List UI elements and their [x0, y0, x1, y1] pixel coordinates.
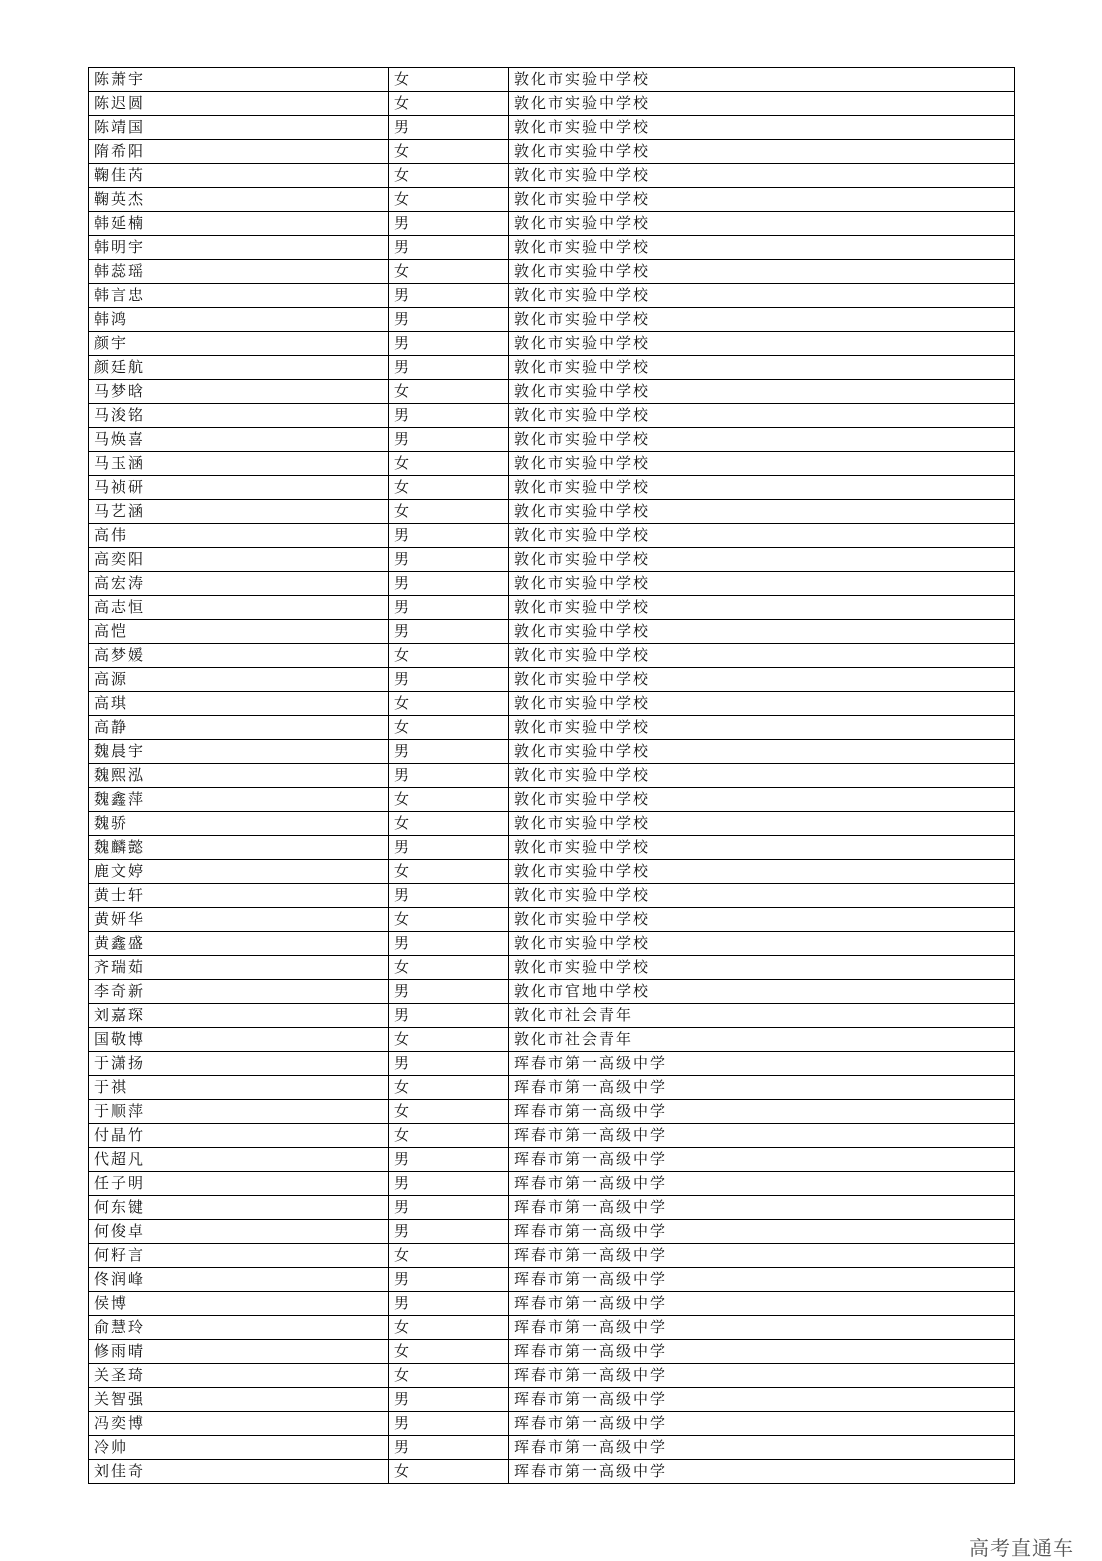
- name-cell: 冷帅: [89, 1436, 389, 1460]
- gender-cell: 女: [389, 1364, 509, 1388]
- school-cell: 敦化市实验中学校: [509, 956, 1015, 980]
- gender-cell: 女: [389, 1124, 509, 1148]
- school-cell: 敦化市实验中学校: [509, 308, 1015, 332]
- name-cell: 李奇新: [89, 980, 389, 1004]
- name-cell: 佟润峰: [89, 1268, 389, 1292]
- school-cell: 敦化市实验中学校: [509, 428, 1015, 452]
- name-cell: 付晶竹: [89, 1124, 389, 1148]
- school-cell: 敦化市实验中学校: [509, 764, 1015, 788]
- school-cell: 珲春市第一高级中学: [509, 1148, 1015, 1172]
- table-row: [89, 356, 1015, 380]
- table-row: [89, 1412, 1015, 1436]
- name-cell: 何籽言: [89, 1244, 389, 1268]
- name-cell: 隋希阳: [89, 140, 389, 164]
- school-cell: 敦化市实验中学校: [509, 140, 1015, 164]
- name-cell: 马焕喜: [89, 428, 389, 452]
- table-row: [89, 884, 1015, 908]
- school-cell: 珲春市第一高级中学: [509, 1052, 1015, 1076]
- table-row: [89, 596, 1015, 620]
- school-cell: 敦化市实验中学校: [509, 596, 1015, 620]
- name-cell: 黄士轩: [89, 884, 389, 908]
- school-cell: 珲春市第一高级中学: [509, 1316, 1015, 1340]
- name-cell: 于祺: [89, 1076, 389, 1100]
- gender-cell: 女: [389, 164, 509, 188]
- table-row: [89, 1340, 1015, 1364]
- table-row: [89, 404, 1015, 428]
- table-row: [89, 716, 1015, 740]
- school-cell: 敦化市实验中学校: [509, 260, 1015, 284]
- gender-cell: 女: [389, 380, 509, 404]
- gender-cell: 男: [389, 284, 509, 308]
- table-row: [89, 1148, 1015, 1172]
- gender-cell: 女: [389, 1340, 509, 1364]
- name-cell: 魏晨宇: [89, 740, 389, 764]
- name-cell: 颜宇: [89, 332, 389, 356]
- gender-cell: 男: [389, 236, 509, 260]
- gender-cell: 女: [389, 140, 509, 164]
- name-cell: 韩蕊瑶: [89, 260, 389, 284]
- gender-cell: 男: [389, 572, 509, 596]
- table-row: [89, 1292, 1015, 1316]
- gender-cell: 女: [389, 860, 509, 884]
- school-cell: 敦化市实验中学校: [509, 716, 1015, 740]
- name-cell: 于潇扬: [89, 1052, 389, 1076]
- name-cell: 马玉涵: [89, 452, 389, 476]
- name-cell: 冯奕博: [89, 1412, 389, 1436]
- table-row: [89, 692, 1015, 716]
- school-cell: 敦化市官地中学校: [509, 980, 1015, 1004]
- gender-cell: 女: [389, 1460, 509, 1484]
- name-cell: 刘嘉琛: [89, 1004, 389, 1028]
- name-cell: 齐瑞茹: [89, 956, 389, 980]
- table-row: [89, 836, 1015, 860]
- gender-cell: 男: [389, 404, 509, 428]
- gender-cell: 男: [389, 620, 509, 644]
- name-cell: 陈靖国: [89, 116, 389, 140]
- gender-cell: 男: [389, 932, 509, 956]
- gender-cell: 女: [389, 260, 509, 284]
- table-row: [89, 1052, 1015, 1076]
- school-cell: 珲春市第一高级中学: [509, 1412, 1015, 1436]
- gender-cell: 女: [389, 1076, 509, 1100]
- school-cell: 敦化市实验中学校: [509, 620, 1015, 644]
- roster-table-body: [89, 68, 1015, 1484]
- name-cell: 颜廷航: [89, 356, 389, 380]
- table-row: [89, 68, 1015, 92]
- table-row: [89, 1076, 1015, 1100]
- school-cell: 敦化市实验中学校: [509, 836, 1015, 860]
- school-cell: 珲春市第一高级中学: [509, 1436, 1015, 1460]
- gender-cell: 男: [389, 1148, 509, 1172]
- school-cell: 珲春市第一高级中学: [509, 1292, 1015, 1316]
- name-cell: 高梦媛: [89, 644, 389, 668]
- table-row: [89, 860, 1015, 884]
- table-row: [89, 332, 1015, 356]
- school-cell: 珲春市第一高级中学: [509, 1196, 1015, 1220]
- name-cell: 高奕阳: [89, 548, 389, 572]
- school-cell: 珲春市第一高级中学: [509, 1220, 1015, 1244]
- gender-cell: 男: [389, 116, 509, 140]
- name-cell: 韩明宇: [89, 236, 389, 260]
- gender-cell: 女: [389, 692, 509, 716]
- gender-cell: 男: [389, 1196, 509, 1220]
- name-cell: 关智强: [89, 1388, 389, 1412]
- name-cell: 韩鸿: [89, 308, 389, 332]
- school-cell: 敦化市社会青年: [509, 1004, 1015, 1028]
- name-cell: 魏熙泓: [89, 764, 389, 788]
- table-row: [89, 620, 1015, 644]
- school-cell: 珲春市第一高级中学: [509, 1460, 1015, 1484]
- gender-cell: 男: [389, 1292, 509, 1316]
- school-cell: 敦化市实验中学校: [509, 116, 1015, 140]
- gender-cell: 女: [389, 788, 509, 812]
- table-row: [89, 1364, 1015, 1388]
- name-cell: 高伟: [89, 524, 389, 548]
- name-cell: 魏骄: [89, 812, 389, 836]
- table-row: [89, 668, 1015, 692]
- gender-cell: 男: [389, 740, 509, 764]
- gender-cell: 女: [389, 908, 509, 932]
- table-row: [89, 236, 1015, 260]
- school-cell: 敦化市实验中学校: [509, 500, 1015, 524]
- gender-cell: 女: [389, 956, 509, 980]
- name-cell: 黄鑫盛: [89, 932, 389, 956]
- school-cell: 敦化市实验中学校: [509, 236, 1015, 260]
- name-cell: 于顺萍: [89, 1100, 389, 1124]
- name-cell: 马祯研: [89, 476, 389, 500]
- table-row: [89, 260, 1015, 284]
- table-row: [89, 1124, 1015, 1148]
- gender-cell: 女: [389, 1100, 509, 1124]
- table-row: [89, 1172, 1015, 1196]
- table-row: [89, 740, 1015, 764]
- school-cell: 敦化市实验中学校: [509, 332, 1015, 356]
- name-cell: 魏鑫萍: [89, 788, 389, 812]
- school-cell: 敦化市实验中学校: [509, 68, 1015, 92]
- roster-table: [88, 67, 1015, 1484]
- gender-cell: 男: [389, 1268, 509, 1292]
- school-cell: 敦化市社会青年: [509, 1028, 1015, 1052]
- table-row: [89, 908, 1015, 932]
- table-row: [89, 548, 1015, 572]
- school-cell: 敦化市实验中学校: [509, 644, 1015, 668]
- gender-cell: 男: [389, 1388, 509, 1412]
- school-cell: 敦化市实验中学校: [509, 668, 1015, 692]
- gender-cell: 男: [389, 1172, 509, 1196]
- school-cell: 珲春市第一高级中学: [509, 1244, 1015, 1268]
- name-cell: 关圣琦: [89, 1364, 389, 1388]
- school-cell: 珲春市第一高级中学: [509, 1340, 1015, 1364]
- table-row: [89, 1460, 1015, 1484]
- gender-cell: 女: [389, 644, 509, 668]
- school-cell: 敦化市实验中学校: [509, 476, 1015, 500]
- name-cell: 马艺涵: [89, 500, 389, 524]
- school-cell: 珲春市第一高级中学: [509, 1124, 1015, 1148]
- table-row: [89, 572, 1015, 596]
- name-cell: 陈萧宇: [89, 68, 389, 92]
- school-cell: 敦化市实验中学校: [509, 860, 1015, 884]
- gender-cell: 女: [389, 452, 509, 476]
- gender-cell: 男: [389, 308, 509, 332]
- table-row: [89, 308, 1015, 332]
- name-cell: 何东键: [89, 1196, 389, 1220]
- school-cell: 敦化市实验中学校: [509, 788, 1015, 812]
- gender-cell: 男: [389, 884, 509, 908]
- gender-cell: 男: [389, 356, 509, 380]
- table-row: [89, 980, 1015, 1004]
- table-row: [89, 428, 1015, 452]
- gender-cell: 男: [389, 596, 509, 620]
- table-row: [89, 284, 1015, 308]
- name-cell: 魏麟懿: [89, 836, 389, 860]
- table-row: [89, 1028, 1015, 1052]
- school-cell: 敦化市实验中学校: [509, 884, 1015, 908]
- name-cell: 陈迟圆: [89, 92, 389, 116]
- gender-cell: 女: [389, 1028, 509, 1052]
- table-row: [89, 1388, 1015, 1412]
- table-row: [89, 932, 1015, 956]
- school-cell: 敦化市实验中学校: [509, 380, 1015, 404]
- table-row: [89, 1316, 1015, 1340]
- name-cell: 黄妍华: [89, 908, 389, 932]
- name-cell: 高静: [89, 716, 389, 740]
- table-row: [89, 1244, 1015, 1268]
- gender-cell: 男: [389, 1436, 509, 1460]
- table-row: [89, 956, 1015, 980]
- name-cell: 高恺: [89, 620, 389, 644]
- name-cell: 任子明: [89, 1172, 389, 1196]
- table-row: [89, 788, 1015, 812]
- school-cell: 敦化市实验中学校: [509, 212, 1015, 236]
- school-cell: 敦化市实验中学校: [509, 356, 1015, 380]
- table-row: [89, 188, 1015, 212]
- school-cell: 敦化市实验中学校: [509, 188, 1015, 212]
- gender-cell: 男: [389, 836, 509, 860]
- name-cell: 刘佳奇: [89, 1460, 389, 1484]
- school-cell: 珲春市第一高级中学: [509, 1268, 1015, 1292]
- name-cell: 马浚铭: [89, 404, 389, 428]
- gender-cell: 女: [389, 716, 509, 740]
- gender-cell: 男: [389, 1004, 509, 1028]
- gender-cell: 男: [389, 1220, 509, 1244]
- name-cell: 高琪: [89, 692, 389, 716]
- table-row: [89, 1220, 1015, 1244]
- table-row: [89, 476, 1015, 500]
- gender-cell: 男: [389, 548, 509, 572]
- gender-cell: 男: [389, 524, 509, 548]
- gender-cell: 女: [389, 92, 509, 116]
- school-cell: 敦化市实验中学校: [509, 932, 1015, 956]
- gender-cell: 男: [389, 1052, 509, 1076]
- table-row: [89, 644, 1015, 668]
- school-cell: 敦化市实验中学校: [509, 404, 1015, 428]
- table-row: [89, 1196, 1015, 1220]
- school-cell: 敦化市实验中学校: [509, 740, 1015, 764]
- school-cell: 珲春市第一高级中学: [509, 1076, 1015, 1100]
- name-cell: 马梦晗: [89, 380, 389, 404]
- gender-cell: 男: [389, 668, 509, 692]
- name-cell: 侯博: [89, 1292, 389, 1316]
- name-cell: 鞠佳芮: [89, 164, 389, 188]
- gender-cell: 男: [389, 1412, 509, 1436]
- table-row: [89, 380, 1015, 404]
- table-row: [89, 116, 1015, 140]
- gender-cell: 女: [389, 188, 509, 212]
- school-cell: 敦化市实验中学校: [509, 452, 1015, 476]
- school-cell: 敦化市实验中学校: [509, 284, 1015, 308]
- school-cell: 珲春市第一高级中学: [509, 1364, 1015, 1388]
- table-row: [89, 212, 1015, 236]
- school-cell: 敦化市实验中学校: [509, 92, 1015, 116]
- gender-cell: 男: [389, 764, 509, 788]
- school-cell: 珲春市第一高级中学: [509, 1172, 1015, 1196]
- gender-cell: 女: [389, 1244, 509, 1268]
- table-row: [89, 500, 1015, 524]
- name-cell: 国敬博: [89, 1028, 389, 1052]
- name-cell: 何俊卓: [89, 1220, 389, 1244]
- table-row: [89, 1436, 1015, 1460]
- school-cell: 敦化市实验中学校: [509, 524, 1015, 548]
- table-row: [89, 140, 1015, 164]
- name-cell: 鹿文婷: [89, 860, 389, 884]
- name-cell: 韩延楠: [89, 212, 389, 236]
- table-row: [89, 164, 1015, 188]
- name-cell: 修雨晴: [89, 1340, 389, 1364]
- name-cell: 高志恒: [89, 596, 389, 620]
- table-row: [89, 92, 1015, 116]
- gender-cell: 女: [389, 500, 509, 524]
- table-row: [89, 764, 1015, 788]
- school-cell: 敦化市实验中学校: [509, 572, 1015, 596]
- gender-cell: 女: [389, 476, 509, 500]
- name-cell: 代超凡: [89, 1148, 389, 1172]
- gender-cell: 女: [389, 812, 509, 836]
- table-row: [89, 524, 1015, 548]
- watermark-text: 高考直通车: [969, 1536, 1074, 1560]
- name-cell: 俞慧玲: [89, 1316, 389, 1340]
- gender-cell: 女: [389, 1316, 509, 1340]
- gender-cell: 男: [389, 980, 509, 1004]
- school-cell: 敦化市实验中学校: [509, 812, 1015, 836]
- school-cell: 珲春市第一高级中学: [509, 1388, 1015, 1412]
- school-cell: 敦化市实验中学校: [509, 908, 1015, 932]
- gender-cell: 男: [389, 332, 509, 356]
- school-cell: 珲春市第一高级中学: [509, 1100, 1015, 1124]
- school-cell: 敦化市实验中学校: [509, 692, 1015, 716]
- name-cell: 鞠英杰: [89, 188, 389, 212]
- table-row: [89, 1004, 1015, 1028]
- table-row: [89, 812, 1015, 836]
- gender-cell: 男: [389, 428, 509, 452]
- school-cell: 敦化市实验中学校: [509, 548, 1015, 572]
- name-cell: 韩言忠: [89, 284, 389, 308]
- table-row: [89, 1268, 1015, 1292]
- name-cell: 高宏涛: [89, 572, 389, 596]
- table-row: [89, 1100, 1015, 1124]
- gender-cell: 男: [389, 212, 509, 236]
- name-cell: 高源: [89, 668, 389, 692]
- school-cell: 敦化市实验中学校: [509, 164, 1015, 188]
- table-row: [89, 452, 1015, 476]
- gender-cell: 女: [389, 68, 509, 92]
